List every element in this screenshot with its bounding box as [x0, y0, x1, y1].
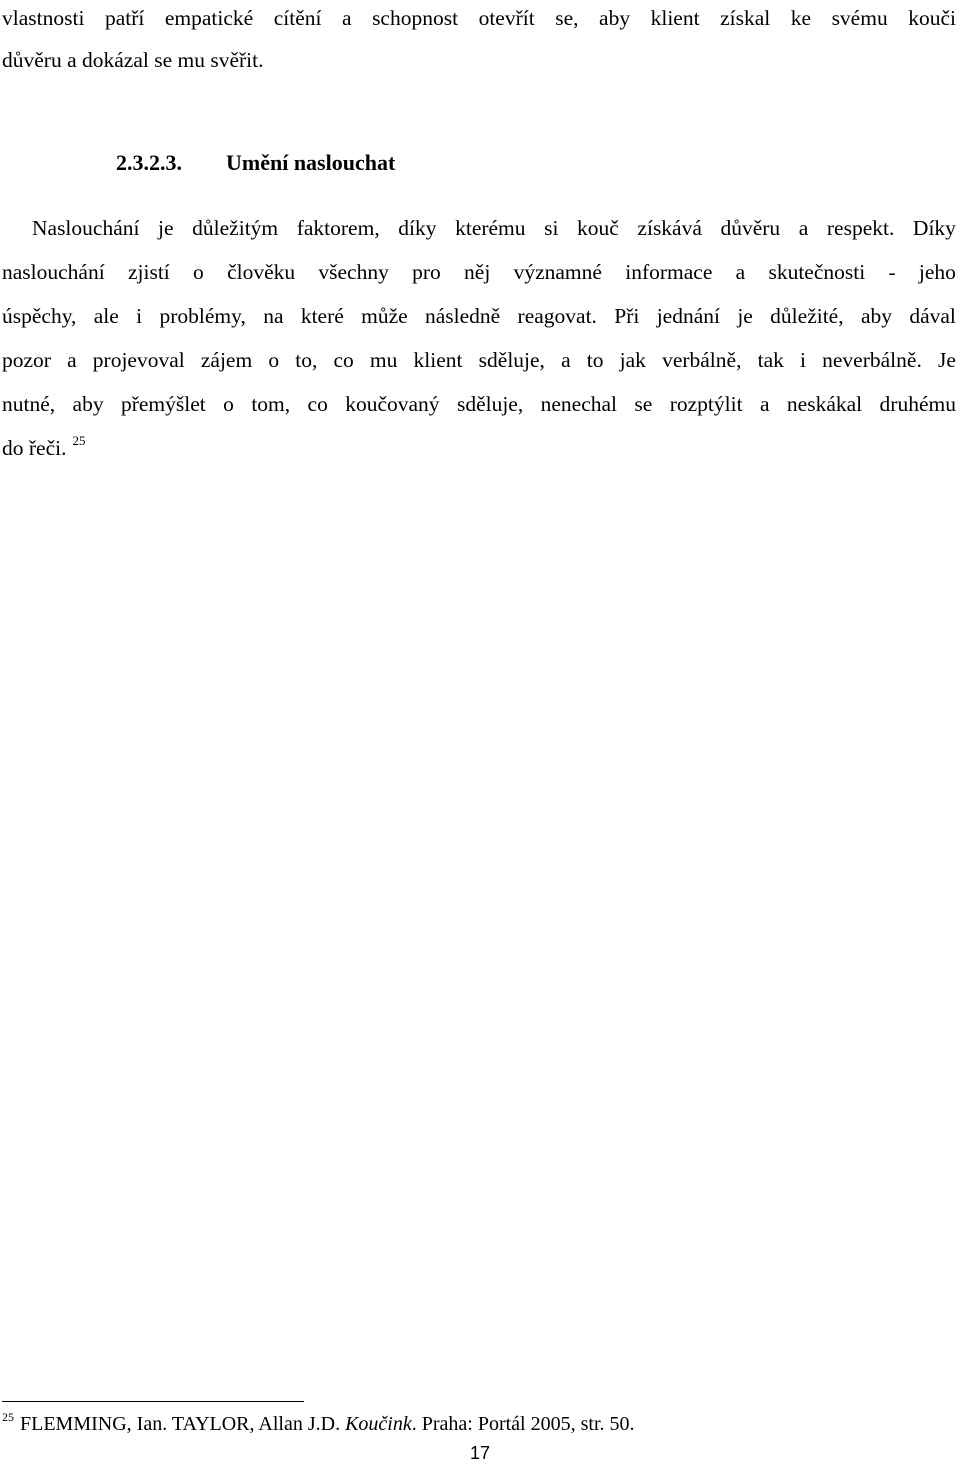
- footnote-separator: [2, 1401, 304, 1402]
- word: co: [333, 348, 354, 372]
- word: o: [193, 260, 204, 284]
- word: ke: [790, 6, 812, 30]
- word: respekt.: [826, 216, 895, 240]
- word: nutné,: [2, 392, 56, 416]
- word: o: [223, 392, 234, 416]
- word: sděluje,: [456, 392, 524, 416]
- word: které: [300, 304, 344, 328]
- word: získal: [720, 6, 771, 30]
- word: významné: [513, 260, 602, 284]
- word: a: [798, 216, 809, 240]
- word: úspěchy,: [2, 304, 77, 328]
- word: informace: [625, 260, 713, 284]
- word: mu: [369, 348, 398, 372]
- word: následně: [425, 304, 501, 328]
- word: problémy,: [159, 304, 246, 328]
- word: cítění: [273, 6, 322, 30]
- word: na: [263, 304, 284, 328]
- footnote-marker: 25: [2, 1410, 14, 1424]
- text-line: [2, 433, 956, 460]
- word: Při: [614, 304, 640, 328]
- page-number: 17: [469, 1443, 491, 1463]
- word: koučovaný: [345, 392, 440, 416]
- word: aby: [860, 304, 892, 328]
- word: skutečnosti: [768, 260, 866, 284]
- word: i: [800, 348, 806, 372]
- footnote-text-before: FLEMMING, Ian. TAYLOR, Allan J.D.: [20, 1413, 341, 1435]
- word: něj: [464, 260, 491, 284]
- section-heading: [116, 150, 395, 176]
- word: neskákal: [786, 392, 863, 416]
- word: otevřít: [478, 6, 535, 30]
- word: aby: [72, 392, 104, 416]
- word: dával: [909, 304, 956, 328]
- word: jeho: [918, 260, 956, 284]
- word: svému: [831, 6, 888, 30]
- word: zájem: [200, 348, 253, 372]
- word: neverbálně.: [822, 348, 922, 372]
- word: co: [307, 392, 328, 416]
- word: je: [737, 304, 753, 328]
- word: se,: [555, 6, 579, 30]
- word: důvěru: [720, 216, 781, 240]
- word: a: [759, 392, 770, 416]
- footnote-text-after: . Praha: Portál 2005, str. 50.: [411, 1413, 635, 1435]
- word: si: [544, 216, 559, 240]
- word: klient: [650, 6, 700, 30]
- word: kouči: [908, 6, 956, 30]
- word: patří: [104, 6, 145, 30]
- footnote: [2, 1412, 635, 1436]
- word: tom,: [251, 392, 291, 416]
- word: vlastnosti: [2, 6, 85, 30]
- word: jak: [619, 348, 646, 372]
- line-text: důvěru a dokázal se mu svěřit.: [2, 48, 264, 72]
- word: a: [561, 348, 571, 372]
- text-line: [2, 260, 956, 284]
- text-line: [32, 216, 956, 240]
- word: i: [136, 304, 143, 328]
- word: se: [634, 392, 653, 416]
- word: důležité,: [770, 304, 844, 328]
- word: a: [735, 260, 746, 284]
- word: rozptýlit: [669, 392, 743, 416]
- word: aby: [599, 6, 631, 30]
- word: důležitým: [192, 216, 279, 240]
- word: ale: [93, 304, 119, 328]
- word: může: [361, 304, 408, 328]
- text-line: [2, 304, 956, 328]
- word: -: [888, 260, 896, 284]
- word: o: [268, 348, 280, 372]
- word: všechny: [318, 260, 389, 284]
- word: a: [342, 6, 352, 30]
- word: verbálně,: [662, 348, 742, 372]
- word: schopnost: [372, 6, 459, 30]
- text-line: [2, 48, 956, 72]
- word: Je: [937, 348, 956, 372]
- footnote-title: Koučink: [345, 1413, 412, 1435]
- word: přemýšlet: [120, 392, 206, 416]
- word: reagovat.: [517, 304, 597, 328]
- word: to: [586, 348, 604, 372]
- word: tak: [757, 348, 784, 372]
- word: a: [67, 348, 77, 372]
- text-line: [2, 6, 956, 30]
- text-line: [2, 348, 956, 372]
- word: naslouchání: [2, 260, 105, 284]
- word: faktorem,: [296, 216, 380, 240]
- word: to,: [295, 348, 318, 372]
- word: získává: [637, 216, 702, 240]
- word: kouč: [577, 216, 619, 240]
- word: kterému: [455, 216, 526, 240]
- word: zjistí: [127, 260, 170, 284]
- word: pozor: [2, 348, 51, 372]
- word: Naslouchání: [32, 216, 140, 240]
- word: nenechal: [540, 392, 618, 416]
- line-text: do řeči.: [2, 436, 67, 460]
- footnote-reference: 25: [72, 433, 86, 448]
- text-line: [2, 392, 956, 416]
- word: člověku: [227, 260, 296, 284]
- word: sděluje,: [478, 348, 545, 372]
- section-title: Umění naslouchat: [226, 150, 396, 175]
- word: jednání: [656, 304, 720, 328]
- word: projevoval: [92, 348, 185, 372]
- word: empatické: [164, 6, 254, 30]
- word: pro: [412, 260, 441, 284]
- section-number: 2.3.2.3.: [116, 150, 182, 175]
- word: druhému: [879, 392, 956, 416]
- word: díky: [398, 216, 437, 240]
- word: je: [158, 216, 174, 240]
- word: klient: [413, 348, 463, 372]
- word: Díky: [912, 216, 956, 240]
